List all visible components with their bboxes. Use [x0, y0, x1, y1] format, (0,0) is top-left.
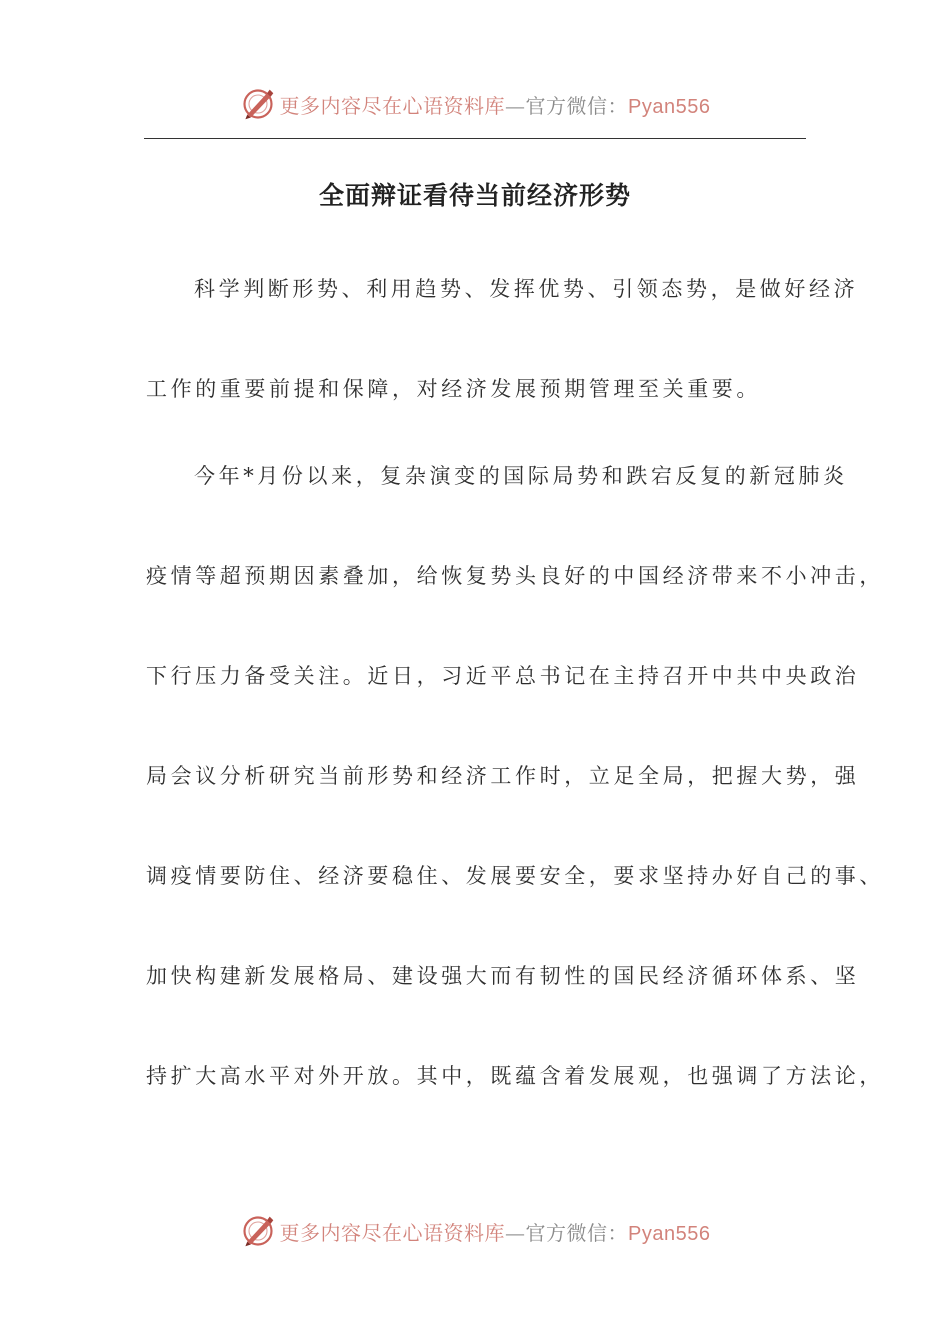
- official-label: 官方微信：: [525, 1220, 629, 1245]
- wechat-id: Pyan556: [628, 1222, 711, 1245]
- body-line: 工作的重要前提和保障，对经济发展预期管理至关重要。: [146, 377, 761, 401]
- body-line: 局会议分析研究当前形势和经济工作时，立足全局，把握大势，强: [146, 764, 860, 788]
- pen-logo-icon: [240, 86, 276, 122]
- banner-text: [280, 90, 711, 119]
- body-line: 下行压力备受关注。近日，习近平总书记在主持召开中共中央政治: [146, 664, 860, 688]
- header-divider: [144, 138, 806, 139]
- header-banner: [0, 84, 950, 124]
- body-line: 持扩大高水平对外开放。其中，既蕴含着发展观，也强调了方法论，: [146, 1064, 884, 1088]
- banner-dash: —: [505, 1220, 526, 1245]
- body-line: 科学判断形势、利用趋势、发挥优势、引领态势，是做好经济: [194, 277, 859, 301]
- pen-logo-icon: [240, 1213, 276, 1249]
- body-line: 疫情等超预期因素叠加，给恢复势头良好的中国经济带来不小冲击，: [146, 564, 884, 588]
- banner-text: [280, 1217, 711, 1246]
- official-label: 官方微信：: [525, 93, 629, 118]
- library-text: 更多内容尽在心语资料库: [279, 93, 506, 118]
- body-line: 加快构建新发展格局、建设强大而有韧性的国民经济循环体系、坚: [146, 964, 860, 988]
- body-line: 今年*月份以来，复杂演变的国际局势和跌宕反复的新冠肺炎: [194, 464, 848, 488]
- wechat-id: Pyan556: [628, 95, 711, 118]
- document-title: 全面辩证看待当前经济形势: [318, 181, 631, 210]
- body-line: 调疫情要防住、经济要稳住、发展要安全，要求坚持办好自己的事、: [146, 864, 884, 888]
- library-text: 更多内容尽在心语资料库: [279, 1220, 506, 1245]
- footer-banner: [0, 1211, 950, 1251]
- banner-dash: —: [505, 93, 526, 118]
